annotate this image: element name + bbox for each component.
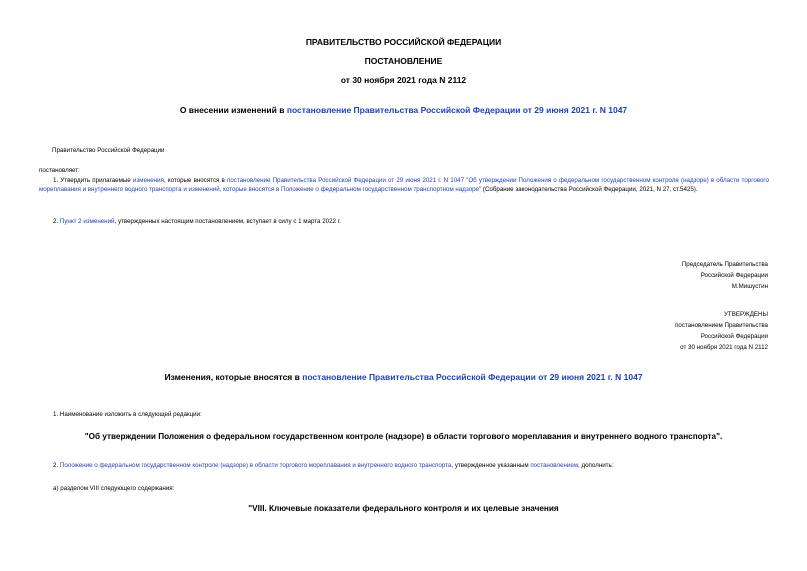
point2-prefix: 2. (53, 462, 60, 469)
changes-title (0, 372, 807, 382)
approved-country: Российской Федерации (700, 333, 768, 340)
subject-link[interactable]: постановление Правительства Российской Федерации от 29 июня 2021 г. N 1047 (286, 105, 628, 115)
document-subject (0, 105, 807, 115)
sub-item-a: а) разделом VIII следующего содержания: (53, 485, 175, 492)
section-heading: "VIII. Ключевые показатели федерального контроля и их целевые значения (248, 504, 559, 513)
point2-suffix: , дополнить: (578, 462, 614, 469)
item-2 (53, 217, 341, 226)
changes-title-prefix: Изменения, которые вносятся в (164, 372, 303, 382)
item1-prefix: 1. Утвердить прилагаемые (53, 177, 133, 184)
government-title: ПРАВИТЕЛЬСТВО РОССИЙСКОЙ ФЕДЕРАЦИИ (305, 37, 502, 47)
point2-link-regulation[interactable]: Положение о федеральном государственном контроле (надзоре) в области торгового мореплавания и внутреннего водного транспорта (59, 462, 452, 469)
item1-suffix: (Собрание законодательства Российской Федерации, 2021, N 27, ст.5425). (481, 186, 698, 193)
item2-suffix: , утвержденных настоящим постановлением, вступает в силу с 1 марта 2022 г. (114, 218, 341, 225)
approved-by: постановлением Правительства (675, 322, 768, 329)
item2-prefix: 2. (53, 218, 60, 225)
signature-block (682, 259, 768, 292)
item1-link-resolution[interactable]: постановление Правительства Российской Федерации от 29 июня 2021 г. N 1047 "Об утверждении Положения о федеральном государственном контроле (надзоре) в области торгового мореплавания и внутреннего водного транспорта и изменений, которые вносятся в Положение о федеральном государственном транспортном надзоре" (39, 177, 769, 193)
signature-country: Российской Федерации (700, 272, 768, 279)
point2-mid: , утвержденное указанным (451, 462, 531, 469)
item1-link-changes[interactable]: изменения (132, 177, 164, 184)
changes-point-2 (53, 461, 613, 470)
item2-link[interactable]: Пункт 2 изменений (59, 218, 115, 225)
decides-text: постановляет: (39, 167, 80, 174)
changes-point-1: 1. Наименование изложить в следующей редакции: (53, 411, 202, 418)
signature-position: Председатель Правительства (681, 261, 768, 268)
document-date-number: от 30 ноября 2021 года N 2112 (340, 75, 467, 85)
point2-link-resolution[interactable]: постановлением (530, 462, 579, 469)
document-type: ПОСТАНОВЛЕНИЕ (364, 56, 443, 66)
approved-block (675, 309, 768, 353)
approved-label: УТВЕРЖДЕНЫ (724, 311, 768, 318)
signature-name: М.Мишустин (731, 283, 768, 290)
item-1 (39, 176, 769, 194)
changes-title-link[interactable]: постановление Правительства Российской Федерации от 29 июня 2021 г. N 1047 (302, 372, 643, 382)
new-title-quote: "Об утверждении Положения о федеральном государственном контроле (надзоре) в области торгового мореплавания и внутреннего водного транспорта". (84, 432, 723, 441)
approved-date: от 30 ноября 2021 года N 2112 (680, 344, 768, 351)
item1-mid: , которые вносятся в (163, 177, 227, 184)
subject-prefix: О внесении изменений в (179, 105, 287, 115)
issuer-text: Правительство Российской Федерации (52, 147, 165, 154)
